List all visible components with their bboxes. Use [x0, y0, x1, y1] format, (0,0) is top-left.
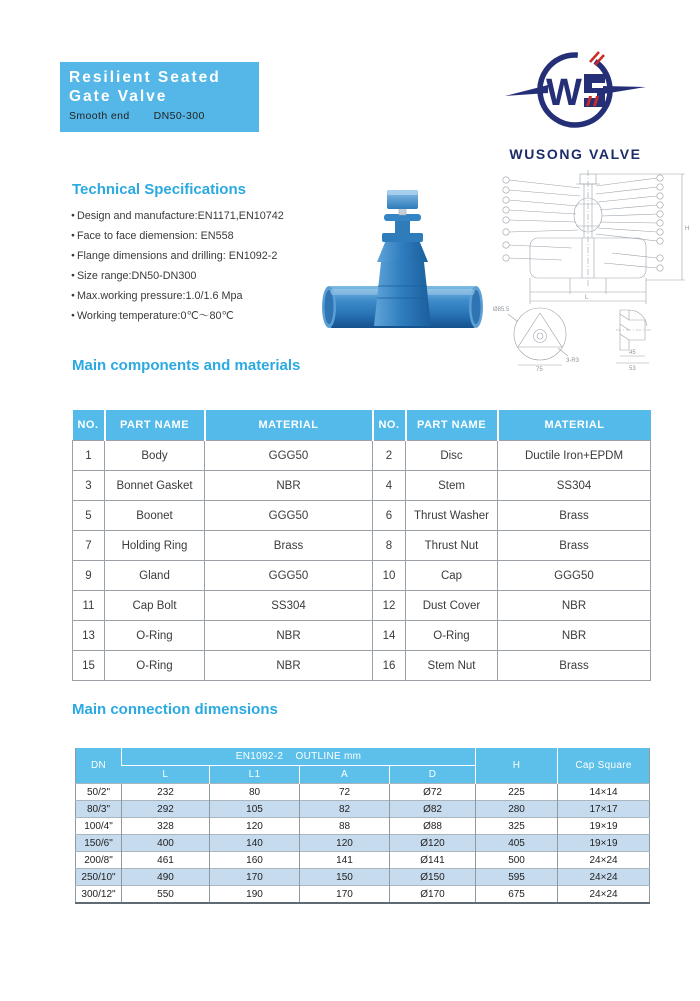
cell: 190 [210, 886, 300, 904]
end-type-label: Smooth end [69, 110, 130, 122]
size-range-label: DN50-300 [153, 110, 205, 122]
cell: Boonet [105, 501, 205, 531]
cell: NBR [498, 621, 651, 651]
valve-product-photo [320, 188, 485, 353]
cell: O-Ring [105, 621, 205, 651]
dimensions-table [75, 748, 650, 904]
cell: Dust Cover [406, 591, 498, 621]
cell: 200/8" [76, 852, 122, 869]
cell: 280 [476, 801, 558, 818]
cell: 300/12" [76, 886, 122, 904]
cell: 595 [476, 869, 558, 886]
cell: 6 [373, 501, 406, 531]
cell: Ø120 [390, 835, 476, 852]
cell: Holding Ring [105, 531, 205, 561]
cell: 24×24 [558, 886, 650, 904]
col-header-h: H [476, 748, 558, 784]
cell: 250/10" [76, 869, 122, 886]
table-row [76, 886, 650, 904]
spec-item: ● Design and manufacture:EN1171,EN10742 [71, 206, 331, 226]
cell: 24×24 [558, 869, 650, 886]
table-row [76, 784, 650, 801]
wusong-logo [498, 40, 653, 162]
logo-monogram-w: W [546, 72, 582, 114]
cell: SS304 [205, 591, 373, 621]
cell: 82 [300, 801, 390, 818]
cell: GGG50 [498, 561, 651, 591]
cell: 500 [476, 852, 558, 869]
components-table [72, 410, 651, 681]
cell: Gland [105, 561, 205, 591]
product-title-line1: Resilient Seated [69, 69, 221, 86]
cell: 170 [300, 886, 390, 904]
cell: Cap [406, 561, 498, 591]
cell: 1 [73, 441, 105, 471]
drawing-label-45: 45 [629, 350, 636, 356]
cell: 15 [73, 651, 105, 681]
col-header-dn: DN [76, 748, 122, 784]
cell: 150 [300, 869, 390, 886]
cell: 80/3" [76, 801, 122, 818]
cell: Stem [406, 471, 498, 501]
table-row [76, 835, 650, 852]
product-subtitle [69, 110, 250, 122]
cell: Ø88 [390, 818, 476, 835]
drawing-label-diameter: Ø85.5 [493, 307, 510, 313]
cell: 400 [122, 835, 210, 852]
col-header-no-1: NO. [73, 410, 105, 441]
cell: Ø72 [390, 784, 476, 801]
cell: 292 [122, 801, 210, 818]
cell: O-Ring [105, 651, 205, 681]
valve-pipe-bore-left [325, 290, 334, 324]
table-row [73, 591, 651, 621]
cell: 141 [300, 852, 390, 869]
col-header-l: L [122, 766, 210, 784]
cell: 7 [73, 531, 105, 561]
tech-specs-list [71, 206, 331, 326]
cell: 170 [210, 869, 300, 886]
col-header-no-2: NO. [373, 410, 406, 441]
spec-item: ● Max.working pressure:1.0/1.6 Mpa [71, 286, 331, 306]
drawing-label-75: 75 [536, 367, 543, 373]
col-header-material-1: MATERIAL [205, 410, 373, 441]
table-row [76, 869, 650, 886]
cell: 225 [476, 784, 558, 801]
cell: 120 [300, 835, 390, 852]
col-header-d: D [390, 766, 476, 784]
cell: Ø150 [390, 869, 476, 886]
cell: Body [105, 441, 205, 471]
cell: 120 [210, 818, 300, 835]
cell: 4 [373, 471, 406, 501]
table-row [76, 852, 650, 869]
cell: Thrust Washer [406, 501, 498, 531]
cell: 160 [210, 852, 300, 869]
cell: Ø170 [390, 886, 476, 904]
cell: 232 [122, 784, 210, 801]
cell: 8 [373, 531, 406, 561]
cell: 14 [373, 621, 406, 651]
components-table-body [73, 441, 651, 681]
cell: 150/6" [76, 835, 122, 852]
cell: NBR [205, 651, 373, 681]
product-title-line2: Gate Valve [69, 88, 168, 105]
cell: Cap Bolt [105, 591, 205, 621]
wusong-logo-mark [498, 40, 653, 140]
cell: 14×14 [558, 784, 650, 801]
cell: 24×24 [558, 852, 650, 869]
cell: 461 [122, 852, 210, 869]
cell: 88 [300, 818, 390, 835]
cell: 100/4" [76, 818, 122, 835]
cell: 105 [210, 801, 300, 818]
valve-neck [395, 219, 410, 235]
spec-item: ● Flange dimensions and drilling: EN1092-2 [71, 246, 331, 266]
cell: 17×17 [558, 801, 650, 818]
table-row [73, 651, 651, 681]
cell: 10 [373, 561, 406, 591]
cell: 13 [73, 621, 105, 651]
col-header-a: A [300, 766, 390, 784]
technical-drawing [492, 168, 692, 378]
spec-item: ● Face to face diemension: EN558 [71, 226, 331, 246]
cell: GGG50 [205, 441, 373, 471]
cell: SS304 [498, 471, 651, 501]
cell: 405 [476, 835, 558, 852]
drawing-label-l: L [585, 295, 589, 301]
company-name: WUSONG VALVE [509, 146, 642, 162]
dimensions-heading: Main connection dimensions [72, 701, 278, 718]
cell: Bonnet Gasket [105, 471, 205, 501]
cell: 675 [476, 886, 558, 904]
cell: Thrust Nut [406, 531, 498, 561]
valve-pipe-bore-right [472, 290, 481, 324]
cell: Disc [406, 441, 498, 471]
valve-bonnet [377, 240, 428, 262]
cell: 9 [73, 561, 105, 591]
cell: Stem Nut [406, 651, 498, 681]
cell: Brass [498, 531, 651, 561]
table-row [76, 801, 650, 818]
tech-specs-heading: Technical Specifications [72, 181, 246, 198]
cell: Ø141 [390, 852, 476, 869]
cell: 50/2" [76, 784, 122, 801]
title-banner [60, 62, 259, 132]
table-row [76, 818, 650, 835]
cell: O-Ring [406, 621, 498, 651]
table-row [73, 561, 651, 591]
spec-item: ● Size range:DN50-DN300 [71, 266, 331, 286]
cell: 550 [122, 886, 210, 904]
cell: 490 [122, 869, 210, 886]
cell: 325 [476, 818, 558, 835]
table-row [73, 621, 651, 651]
cell: 16 [373, 651, 406, 681]
cell: NBR [205, 471, 373, 501]
cell: Brass [498, 651, 651, 681]
drawing-label-fillet: 3-R3 [566, 358, 580, 364]
cell: NBR [498, 591, 651, 621]
col-header-outline-group: EN1092-2 OUTLINE mm [122, 748, 476, 766]
col-header-l1: L1 [210, 766, 300, 784]
components-heading: Main components and materials [72, 357, 301, 374]
cell: 140 [210, 835, 300, 852]
cell: 72 [300, 784, 390, 801]
table-row [73, 441, 651, 471]
dimensions-table-head [76, 748, 650, 784]
cell: 80 [210, 784, 300, 801]
valve-body [374, 262, 431, 326]
drawing-label-53: 53 [629, 366, 636, 372]
spec-item: ● Working temperature:0℃～80℃ [71, 306, 331, 326]
col-header-part-1: PART NAME [105, 410, 205, 441]
components-table-head [73, 410, 651, 441]
cell: 12 [373, 591, 406, 621]
col-header-material-2: MATERIAL [498, 410, 651, 441]
cell: 3 [73, 471, 105, 501]
drawing-label-h: H [685, 226, 690, 232]
cell: 19×19 [558, 818, 650, 835]
cell: NBR [205, 621, 373, 651]
cell: 5 [73, 501, 105, 531]
table-row [73, 531, 651, 561]
cell: 2 [373, 441, 406, 471]
col-header-part-2: PART NAME [406, 410, 498, 441]
cell: Brass [205, 531, 373, 561]
col-header-cap-square: Cap Square [558, 748, 650, 784]
cell: 19×19 [558, 835, 650, 852]
table-row [73, 501, 651, 531]
cell: GGG50 [205, 501, 373, 531]
cell: 11 [73, 591, 105, 621]
table-row [73, 471, 651, 501]
cell: 328 [122, 818, 210, 835]
dimensions-table-body [76, 784, 650, 904]
cell: GGG50 [205, 561, 373, 591]
cell: Ø82 [390, 801, 476, 818]
cell: Brass [498, 501, 651, 531]
cell: Ductile Iron+EPDM [498, 441, 651, 471]
